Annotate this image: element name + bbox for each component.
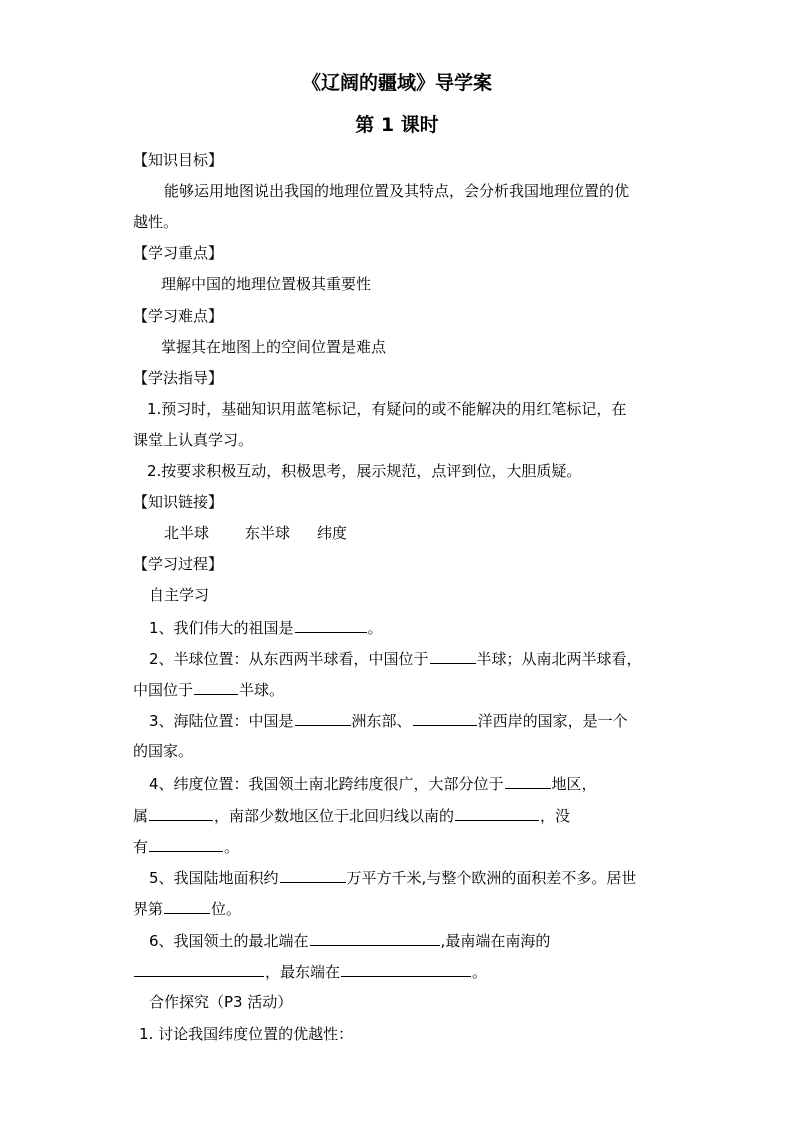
process-heading: 【学习过程】: [133, 555, 224, 573]
answer-blank[interactable]: [134, 960, 264, 977]
answer-blank[interactable]: [341, 960, 471, 977]
question-5-line-2: 界第 位。: [133, 897, 241, 920]
answer-blank[interactable]: [295, 616, 367, 633]
question-2-line-1: 2、半球位置：从东西两半球看，中国位于 半球；从南北两半球看，: [149, 647, 642, 670]
question-4-line-3: 有 。: [133, 835, 239, 858]
question-6-line-1: 6、我国领土的最北端在 ,最南端在南海的: [149, 929, 550, 952]
link-term-3: 纬度: [317, 524, 348, 542]
answer-blank[interactable]: [413, 709, 477, 726]
method-heading: 【学法指导】: [133, 369, 224, 387]
answer-blank[interactable]: [164, 897, 210, 914]
question-1-text: 1、我们伟大的祖国是: [149, 619, 294, 637]
knowledge-goal-line-2: 越性。: [133, 213, 179, 231]
link-term-1: 北半球: [164, 524, 210, 542]
answer-blank[interactable]: [455, 804, 539, 821]
cooperation-heading: 合作探究（P3 活动）: [149, 993, 293, 1011]
difficulty-text: 掌握其在地图上的空间位置是难点: [161, 338, 387, 356]
answer-blank[interactable]: [280, 866, 346, 883]
difficulty-heading: 【学习难点】: [133, 307, 224, 325]
link-term-2: 东半球: [245, 524, 291, 542]
answer-blank[interactable]: [310, 929, 440, 946]
question-6-line-2: ，最东端在 。: [133, 960, 487, 983]
answer-blank[interactable]: [194, 678, 238, 695]
document-title: 《辽阔的疆域》导学案: [301, 72, 492, 94]
self-study-label: 自主学习: [149, 586, 210, 604]
method-item-2: 2.按要求积极互动，积极思考，展示规范，点评到位，大胆质疑。: [147, 462, 582, 480]
method-item-1-line-1: 1.预习时，基础知识用蓝笔标记，有疑问的或不能解决的用红笔标记，在: [147, 400, 627, 418]
answer-blank[interactable]: [505, 772, 551, 789]
question-4-line-1: 4、纬度位置：我国领土南北跨纬度很广，大部分位于 地区，: [149, 772, 597, 795]
question-4-line-2: 属 ，南部少数地区位于北回归线以南的 ，没: [133, 804, 570, 827]
question-3-line-1: 3、海陆位置：中国是 洲东部、 洋西岸的国家，是一个: [149, 709, 628, 732]
key-point-heading: 【学习重点】: [133, 244, 224, 262]
knowledge-goal-line-1: 能够运用地图说出我国的地理位置及其特点，会分析我国地理位置的优: [164, 182, 630, 200]
lesson-subtitle: 第 1 课时: [355, 114, 439, 136]
links-heading: 【知识链接】: [133, 493, 224, 511]
question-1: [149, 616, 383, 639]
answer-blank[interactable]: [430, 647, 476, 664]
cooperation-question-1: 1. 讨论我国纬度位置的优越性：: [139, 1025, 354, 1043]
answer-blank[interactable]: [149, 835, 223, 852]
question-1-end: 。: [367, 619, 383, 637]
key-point-text: 理解中国的地理位置极其重要性: [161, 275, 372, 293]
answer-blank[interactable]: [149, 804, 213, 821]
method-item-1-line-2: 课堂上认真学习。: [133, 431, 254, 449]
question-2-line-2: 中国位于 半球。: [133, 678, 284, 701]
question-3-line-2: 的国家。: [133, 742, 194, 760]
answer-blank[interactable]: [295, 709, 351, 726]
knowledge-goal-heading: 【知识目标】: [133, 151, 224, 169]
question-5-line-1: 5、我国陆地面积约 万平方千米,与整个欧洲的面积差不多。居世: [149, 866, 636, 889]
